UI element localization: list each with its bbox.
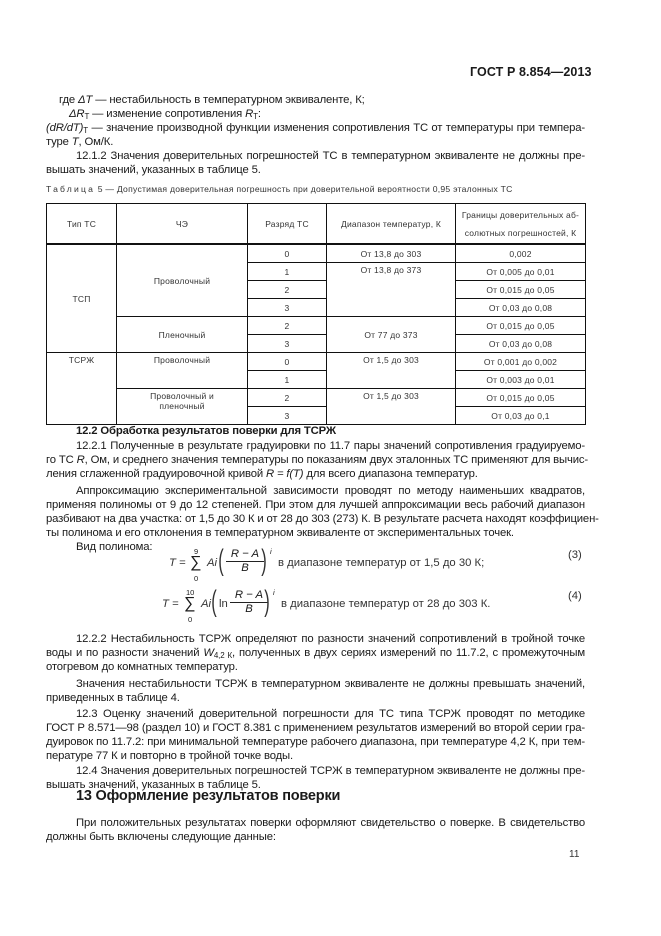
- paragraph-instability-line1: Значения нестабильности ТСРЖ в температурном эквиваленте не должны превышать значений,: [76, 678, 585, 690]
- paragraph-12-2-2-line1: 12.2.2 Нестабильность ТСРЖ определяют по разности значений сопротивлений в тройной точке: [76, 633, 585, 645]
- subscript: T: [83, 126, 88, 135]
- subscript: 4,2 К: [213, 651, 233, 660]
- page-number: 11: [569, 849, 580, 860]
- header-bounds-line1: Границы доверительных аб-: [461, 209, 580, 220]
- table-caption: [46, 184, 513, 194]
- cell-grade: 2: [248, 281, 327, 299]
- table-5: [46, 203, 586, 425]
- paragraph-12-2-1-line3: [46, 468, 478, 482]
- text: , Ом/К.: [78, 136, 114, 148]
- definition-delta-t: [59, 94, 365, 108]
- paragraph-12-3-line4: пературе 77 К и повторно в тройной точке воды.: [46, 750, 294, 762]
- cell-bounds: От 0,03 до 0,1: [456, 407, 586, 425]
- sum-upper-limit: 9: [194, 547, 199, 556]
- text: , Ом, и среднего значения температуры по показаниям двух эталонных ТС применяют для вычис-: [84, 454, 588, 466]
- right-paren: ): [264, 585, 270, 618]
- caption-label: Таблица: [46, 184, 96, 194]
- definition-derivative-cont: [46, 136, 113, 150]
- section-13-heading: 13 Оформление результатов поверки: [76, 788, 341, 804]
- section-12-2-heading: 12.2 Обработка результатов поверки для ТСРЖ: [76, 425, 336, 437]
- polynomial-label: Вид полинома:: [76, 541, 153, 553]
- sum-upper-limit: 10: [186, 588, 195, 597]
- subscript: T: [253, 112, 258, 121]
- table-row: [47, 353, 586, 371]
- text: го ТС: [46, 454, 77, 466]
- denominator: [230, 603, 268, 615]
- cell-range: От 1,5 до 303: [327, 353, 456, 389]
- symbol: R: [76, 454, 85, 466]
- paragraph-12-4-line1: 12.4 Значения доверительных погрешностей ТСРЖ в температурном эквиваленте не должны пре-: [76, 765, 585, 777]
- cell-grade: 0: [248, 353, 327, 371]
- cell-range: От 13,8 до 373: [327, 263, 456, 317]
- cell-bounds: 0,002: [456, 244, 586, 263]
- fraction: [226, 548, 264, 574]
- ln-operator: ln: [219, 598, 228, 610]
- cell-grade: 3: [248, 407, 327, 425]
- text: , полученных в двух сериях измерений по 11.7.2, с промежуточным: [232, 647, 585, 659]
- header-range: Диапазон температур, К: [327, 204, 456, 245]
- formula-range-text: в диапазоне температур от 1,5 до 30 К;: [278, 557, 485, 569]
- cell-grade: 2: [248, 389, 327, 407]
- paragraph-12-3-line1: 12.3 Оценку значений доверительной погрешности для ТС типа ТСРЖ проводят по методике: [76, 708, 585, 720]
- header-bounds: [456, 204, 586, 245]
- paragraph-12-1-2-line2: вышать значений, указанных в таблице 5.: [46, 164, 261, 176]
- text: :: [257, 108, 261, 120]
- header-element: ЧЭ: [117, 204, 248, 245]
- cell-bounds: От 0,03 до 0,08: [456, 299, 586, 317]
- fraction: [230, 585, 270, 618]
- table-row: [47, 317, 586, 335]
- denominator-text: B: [241, 562, 249, 574]
- sum-sign: ∑: [184, 595, 196, 612]
- text: — нестабильность в температурном эквиваленте, К;: [92, 94, 365, 106]
- document-header-id: ГОСТ Р 8.854—2013: [470, 65, 592, 79]
- paragraph-12-3-line3: дуировок по 11.7.2: при минимальной температуре рабочего диапазона, при температуре 4,2 К, при тем-: [46, 736, 585, 748]
- header-type: Тип ТС: [47, 204, 117, 245]
- paragraph-12-1-2-line1: 12.1.2 Значения доверительных погрешностей ТС в температурном эквиваленте не должны пре-: [76, 150, 585, 162]
- cell-range: От 13,8 до 303: [327, 244, 456, 263]
- cell-grade: 2: [248, 317, 327, 335]
- subscript: T: [84, 112, 90, 121]
- cell-element: Проволочный: [117, 353, 248, 389]
- sum-sign: ∑: [190, 554, 202, 571]
- cell-bounds: От 0,015 до 0,05: [456, 281, 586, 299]
- right-paren: ): [261, 544, 267, 577]
- formula-coefficient: Ai: [207, 557, 218, 569]
- formula-coefficient: Ai: [201, 598, 212, 610]
- denominator: [226, 562, 264, 574]
- symbol: T: [71, 136, 79, 148]
- paragraph-instability-line2: приведенных в таблице 4.: [46, 692, 180, 704]
- cell-bounds: От 0,005 до 0,01: [456, 263, 586, 281]
- table-header-row: [47, 204, 586, 245]
- left-paren: (: [211, 585, 217, 618]
- sum-lower-limit: 0: [194, 574, 199, 583]
- cell-bounds: От 0,001 до 0,002: [456, 353, 586, 371]
- formula-lhs: T =: [162, 598, 179, 610]
- text: — изменение сопротивления: [89, 108, 246, 120]
- text: — значение производной функции изменения сопротивления ТС от температуры при темпера-: [88, 122, 585, 134]
- paragraph-13-line2: должны быть включены следующие данные:: [46, 831, 276, 843]
- cell-range: От 77 до 373: [327, 317, 456, 353]
- symbol: ΔR: [69, 108, 85, 120]
- header-bounds-line2: солютных погрешностей, К: [464, 227, 577, 238]
- definition-derivative: [46, 122, 585, 136]
- exponent: i: [273, 588, 275, 597]
- symbol: (dR/dT): [46, 122, 84, 134]
- paragraph-12-3-line2: ГОСТ Р 8.571—98 (раздел 10) и ГОСТ 8.381 с применением результатов измерений во второй серии гра-: [46, 722, 585, 734]
- symbol: R = f(T): [265, 468, 304, 480]
- formula-range-text: в диапазоне температур от 28 до 303 К.: [281, 598, 491, 610]
- numerator-text: R − A: [234, 589, 264, 601]
- symbol: W: [203, 647, 214, 659]
- denominator-text: B: [245, 603, 253, 615]
- paragraph-12-2-1-line2: [46, 454, 588, 468]
- left-paren: (: [218, 544, 224, 577]
- cell-grade: 0: [248, 244, 327, 263]
- cell-element-line1: Проволочный и: [150, 391, 214, 401]
- paragraph-12-2-1-line1: 12.2.1 Полученные в результате градуировки по 11.7 пары значений сопротивления градуируемо-: [76, 440, 585, 452]
- cell-bounds: От 0,015 до 0,05: [456, 389, 586, 407]
- table-row: [47, 244, 586, 263]
- symbol: ΔT: [78, 94, 93, 106]
- text: ления сглаженной градуировочной кривой: [46, 468, 266, 480]
- text: воды и по разности значений: [46, 647, 204, 659]
- cell-type: ТСРЖ: [47, 353, 117, 425]
- cell-element: Проволочный: [117, 244, 248, 317]
- cell-bounds: От 0,015 до 0,05: [456, 317, 586, 335]
- cell-element-line2: пленочный: [159, 401, 205, 411]
- paragraph-12-4-line2: вышать значений, указанных в таблице 5.: [46, 779, 261, 791]
- text: где: [59, 94, 79, 106]
- table-row: [47, 389, 586, 407]
- cell-grade: 3: [248, 335, 327, 353]
- paragraph-approx-line1: Аппроксимацию экспериментальной зависимости проводят по методу наименьших квадратов,: [76, 485, 585, 497]
- formula-number: (4): [568, 590, 582, 602]
- definition-delta-r: [69, 108, 261, 122]
- header-grade: Разряд ТС: [248, 204, 327, 245]
- cell-grade: 3: [248, 299, 327, 317]
- paragraph-12-2-2-line3: отогревом до комнатных температур.: [46, 661, 238, 673]
- text: туре: [46, 136, 72, 148]
- numerator: [226, 548, 264, 562]
- cell-range: От 1,5 до 303: [327, 389, 456, 425]
- paragraph-approx-line4: ты полинома и его отклонения в температурном эквиваленте от экспериментальных точек.: [46, 527, 514, 539]
- caption-text: 5 — Допустимая доверительная погрешность при доверительной вероятности 0,95 эталонных ТС: [95, 184, 513, 194]
- paragraph-approx-line3: разбивают на два участка: от 1,5 до 30 К и от 28 до 303 (273) К. В результате расчета находят коэффициен-: [46, 513, 599, 525]
- cell-grade: 1: [248, 263, 327, 281]
- paragraph-12-2-2-line2: [46, 647, 585, 661]
- paragraph-13-line1: При положительных результатах поверки оформляют свидетельство о поверке. В свидетельство: [76, 817, 585, 829]
- cell-bounds: От 0,03 до 0,08: [456, 335, 586, 353]
- formula-lhs: T =: [169, 557, 186, 569]
- cell-grade: 1: [248, 371, 327, 389]
- numerator: [230, 589, 268, 603]
- cell-type: ТСП: [47, 244, 117, 353]
- symbol: R: [245, 108, 254, 120]
- paragraph-approx-line2: применяя полиномы от 9 до 12 степеней. При этом для лучшей аппроксимации весь рабочий диапазон: [46, 499, 585, 511]
- numerator-text: R − A: [230, 548, 260, 560]
- cell-element: [117, 389, 248, 425]
- exponent: i: [270, 547, 272, 556]
- formula-number: (3): [568, 549, 582, 561]
- cell-element: Пленочный: [117, 317, 248, 353]
- cell-bounds: От 0,003 до 0,01: [456, 371, 586, 389]
- text: для всего диапазона температур.: [303, 468, 478, 480]
- sum-lower-limit: 0: [188, 615, 193, 624]
